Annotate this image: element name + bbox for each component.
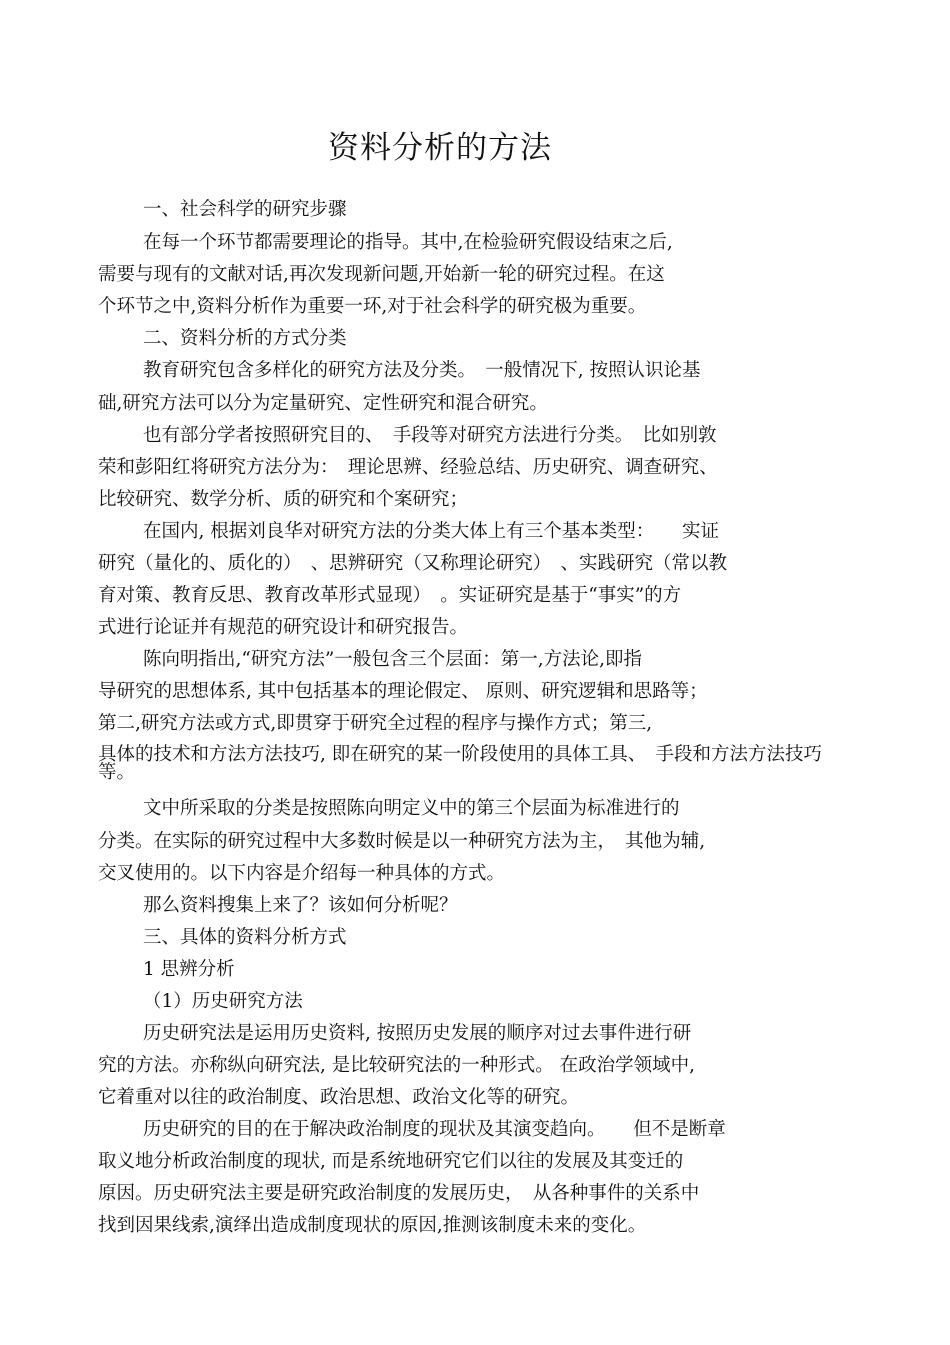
paragraph-line: 陈向明指出,“研究方法”一般包含三个层面：第一,方法论,即指 — [143, 649, 643, 670]
paragraph-line: 交叉使用的。以下内容是介绍每一种具体的方式。 — [98, 863, 506, 884]
paragraph-line: 等。 — [98, 762, 136, 783]
paragraph-line: 在国内, 根据刘良华对研究方法的分类大体上有三个基本类型： 实证 — [143, 521, 720, 542]
subheading-speculative-analysis: 1 思辨分析 — [143, 959, 235, 980]
heading-method-classification: 二、资料分析的方式分类 — [143, 328, 347, 349]
paragraph-line: 找到因果线索,演绎出造成制度现状的原因,推测该制度未来的变化。 — [98, 1215, 647, 1236]
paragraph-line: 在每一个环节都需要理论的指导。其中,在检验研究假设结束之后, — [143, 232, 673, 253]
heading-research-steps: 一、社会科学的研究步骤 — [143, 199, 347, 220]
paragraph-line: 那么资料搜集上来了？该如何分析呢？ — [143, 895, 458, 916]
subheading-historical-research: （1）历史研究方法 — [143, 991, 303, 1012]
paragraph-line: 式进行论证并有规范的研究设计和研究报告。 — [98, 617, 469, 638]
paragraph-line: 也有部分学者按照研究目的、 手段等对研究方法进行分类。 比如别敦 — [143, 425, 717, 446]
paragraph-line: 比较研究、数学分析、质的研究和个案研究； — [98, 489, 469, 510]
paragraph-line: 教育研究包含多样化的研究方法及分类。 一般情况下, 按照认识论基 — [143, 360, 701, 381]
document-title: 资料分析的方法 — [328, 130, 552, 166]
paragraph-line: 需要与现有的文献对话,再次发现新问题,开始新一轮的研究过程。在这 — [98, 264, 665, 285]
paragraph-line: 第二,研究方法或方式,即贯穿于研究全过程的程序与操作方式；第三, — [98, 713, 653, 734]
paragraph-line: 具体的技术和方法方法技巧, 即在研究的某一阶段使用的具体工具、 手段和方法方法技巧 — [98, 744, 823, 765]
paragraph-line: 础,研究方法可以分为定量研究、定性研究和混合研究。 — [98, 393, 548, 414]
paragraph-line: 个环节之中,资料分析作为重要一环,对于社会科学的研究极为重要。 — [98, 296, 647, 317]
paragraph-line: 历史研究法是运用历史资料, 按照历史发展的顺序对过去事件进行研 — [143, 1023, 692, 1044]
paragraph-line: 究的方法。亦称纵向研究法, 是比较研究法的一种形式。 在政治学领域中, — [98, 1055, 696, 1076]
heading-specific-methods: 三、具体的资料分析方式 — [143, 927, 347, 948]
paragraph-line: 原因。历史研究法主要是研究政治制度的发展历史， 从各种事件的关系中 — [98, 1183, 700, 1204]
paragraph-line: 育对策、教育反思、教育改革形式显现） 。实证研究是基于“事实”的方 — [98, 585, 682, 606]
paragraph-line: 导研究的思想体系, 其中包括基本的理论假定、 原则、研究逻辑和思路等； — [98, 681, 708, 702]
paragraph-line: 文中所采取的分类是按照陈向明定义中的第三个层面为标准进行的 — [143, 798, 680, 819]
paragraph-line: 它着重对以往的政治制度、政治思想、政治文化等的研究。 — [98, 1087, 580, 1108]
paragraph-line: 荣和彭阳红将研究方法分为： 理论思辨、经验总结、历史研究、调查研究、 — [98, 457, 718, 478]
paragraph-line: 取义地分析政治制度的现状, 而是系统地研究它们以往的发展及其变迁的 — [98, 1151, 684, 1172]
paragraph-line: 研究（量化的、质化的） 、思辨研究（又称理论研究） 、实践研究（常以教 — [98, 553, 728, 574]
paragraph-line: 历史研究的目的在于解决政治制度的现状及其演变趋向。 但不是断章 — [143, 1119, 726, 1140]
paragraph-line: 分类。在实际的研究过程中大多数时候是以一种研究方法为主， 其他为辅, — [98, 831, 706, 852]
